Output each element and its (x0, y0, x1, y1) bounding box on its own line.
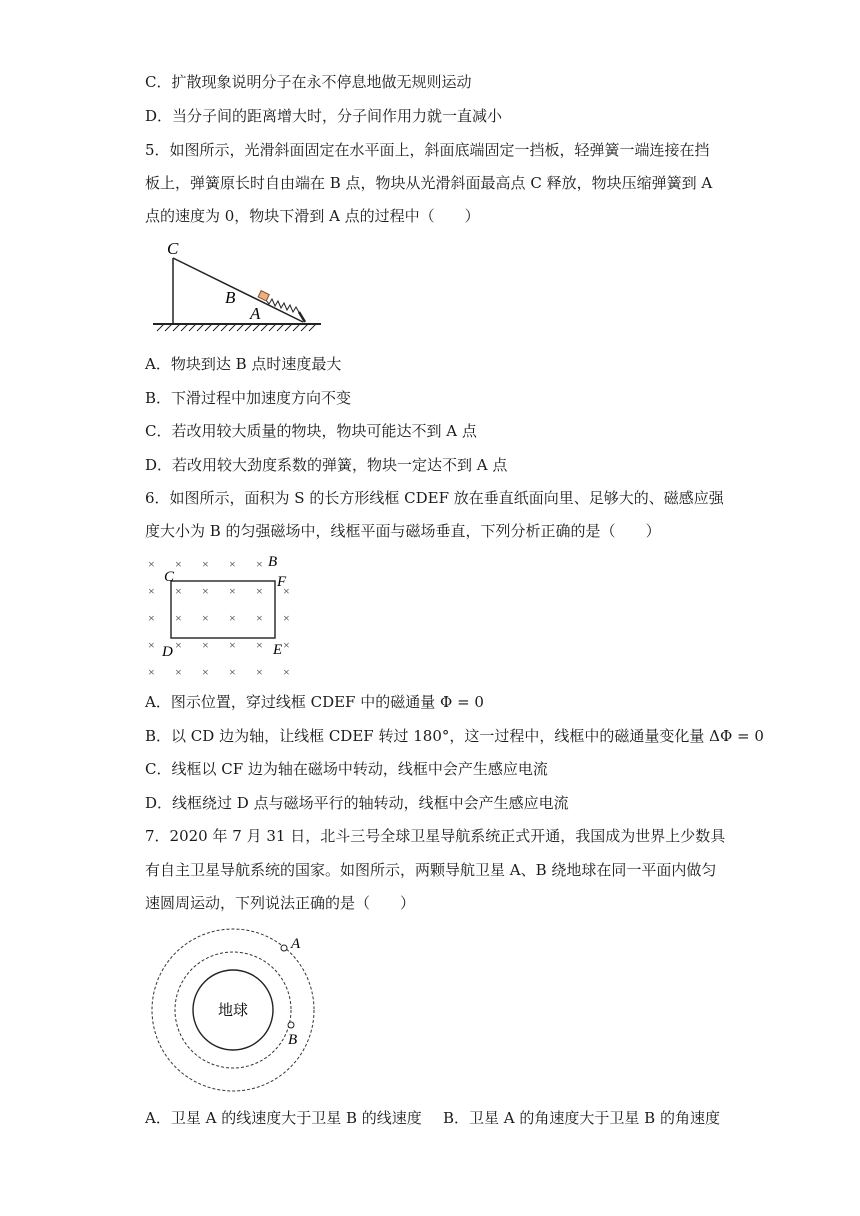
svg-text:×: × (202, 584, 209, 598)
svg-text:×: × (175, 584, 182, 598)
svg-text:×: × (202, 638, 209, 652)
q7-stem-line-3: 速圆周运动，下列说法正确的是（ ） (145, 894, 416, 912)
q6-option-b: B．以 CD 边为轴，让线框 CDEF 转过 180°，这一过程中，线框中的磁通量变化量 ΔΦ = 0 (145, 727, 764, 745)
q7-stem-line-2: 有自主卫星导航系统的国家。如图所示，两颗导航卫星 A、B 绕地球在同一平面内做匀 (145, 861, 717, 879)
q6-option-c: C．线框以 CF 边为轴在磁场中转动，线框中会产生感应电流 (145, 760, 548, 778)
satellite-b (288, 1022, 294, 1028)
block (258, 291, 269, 301)
q6-option-a: A．图示位置，穿过线框 CDEF 中的磁通量 Φ = 0 (145, 693, 484, 711)
magnetic-field-figure (140, 550, 310, 685)
svg-text:×: × (175, 611, 182, 625)
incline-slope (173, 258, 303, 322)
label-d: D (162, 644, 173, 660)
svg-text:×: × (283, 611, 290, 625)
svg-text:×: × (256, 611, 263, 625)
svg-text:×: × (175, 557, 182, 571)
q7-stem-line-1: 7．2020 年 7 月 31 日，北斗三号全球卫星导航系统正式开通，我国成为世界上少数具 (145, 827, 726, 845)
label-a: A (291, 936, 301, 952)
svg-text:×: × (229, 611, 236, 625)
label-b: B (268, 554, 278, 570)
label-b: B (288, 1032, 298, 1048)
svg-text:×: × (256, 638, 263, 652)
svg-text:×: × (202, 611, 209, 625)
q5-stem-line-1: 5．如图所示，光滑斜面固定在水平面上，斜面底端固定一挡板，轻弹簧一端连接在挡 (145, 141, 710, 159)
q7-option-b: B．卫星 A 的角速度大于卫星 B 的角速度 (443, 1109, 720, 1127)
q6-stem-line-1: 6．如图所示，面积为 S 的长方形线框 CDEF 放在垂直纸面向里、足够大的、磁感应强 (145, 489, 724, 507)
svg-text:×: × (229, 665, 236, 679)
q6-option-d: D．线框绕过 D 点与磁场平行的轴转动，线框中会产生感应电流 (145, 794, 569, 812)
svg-text:×: × (175, 638, 182, 652)
svg-text:×: × (229, 584, 236, 598)
svg-text:×: × (256, 665, 263, 679)
label-f: F (277, 574, 287, 590)
q5-option-b: B．下滑过程中加速度方向不变 (145, 389, 352, 407)
svg-text:×: × (202, 557, 209, 571)
svg-text:×: × (229, 557, 236, 571)
svg-text:×: × (283, 584, 290, 598)
svg-text:×: × (175, 665, 182, 679)
q7-option-a: A．卫星 A 的线速度大于卫星 B 的线速度 (145, 1109, 422, 1127)
label-a: A (250, 304, 261, 323)
svg-text:×: × (148, 557, 155, 571)
q4-option-c: C．扩散现象说明分子在永不停息地做无规则运动 (145, 73, 472, 91)
svg-text:×: × (256, 557, 263, 571)
svg-text:×: × (148, 584, 155, 598)
svg-text:×: × (256, 584, 263, 598)
svg-text:×: × (148, 665, 155, 679)
label-b: B (225, 288, 236, 307)
satellite-orbits-figure (145, 928, 325, 1093)
svg-text:×: × (148, 638, 155, 652)
q5-option-d: D．若改用较大劲度系数的弹簧，物块一定达不到 A 点 (145, 456, 508, 474)
ground-hatching (157, 324, 316, 331)
label-c: C (167, 239, 179, 258)
svg-text:×: × (229, 638, 236, 652)
svg-text:×: × (148, 611, 155, 625)
label-e: E (273, 642, 283, 658)
svg-text:×: × (202, 665, 209, 679)
incline-spring-figure (145, 236, 330, 336)
satellite-a (281, 945, 287, 951)
q6-stem-line-2: 度大小为 B 的匀强磁场中，线框平面与磁场垂直，下列分析正确的是（ ） (145, 522, 661, 540)
svg-text:×: × (283, 638, 290, 652)
q5-option-c: C．若改用较大质量的物块，物块可能达不到 A 点 (145, 422, 477, 440)
q4-option-d: D．当分子间的距离增大时，分子间作用力就一直减小 (145, 107, 503, 125)
q5-stem-line-2: 板上，弹簧原长时自由端在 B 点，物块从光滑斜面最高点 C 释放，物块压缩弹簧到 A (145, 174, 713, 192)
q5-stem-line-3: 点的速度为 0，物块下滑到 A 点的过程中（ ） (145, 207, 480, 225)
q5-option-a: A．物块到达 B 点时速度最大 (145, 355, 342, 373)
label-c: C (164, 569, 175, 585)
earth-label: 地球 (217, 1001, 249, 1019)
svg-text:×: × (283, 665, 290, 679)
